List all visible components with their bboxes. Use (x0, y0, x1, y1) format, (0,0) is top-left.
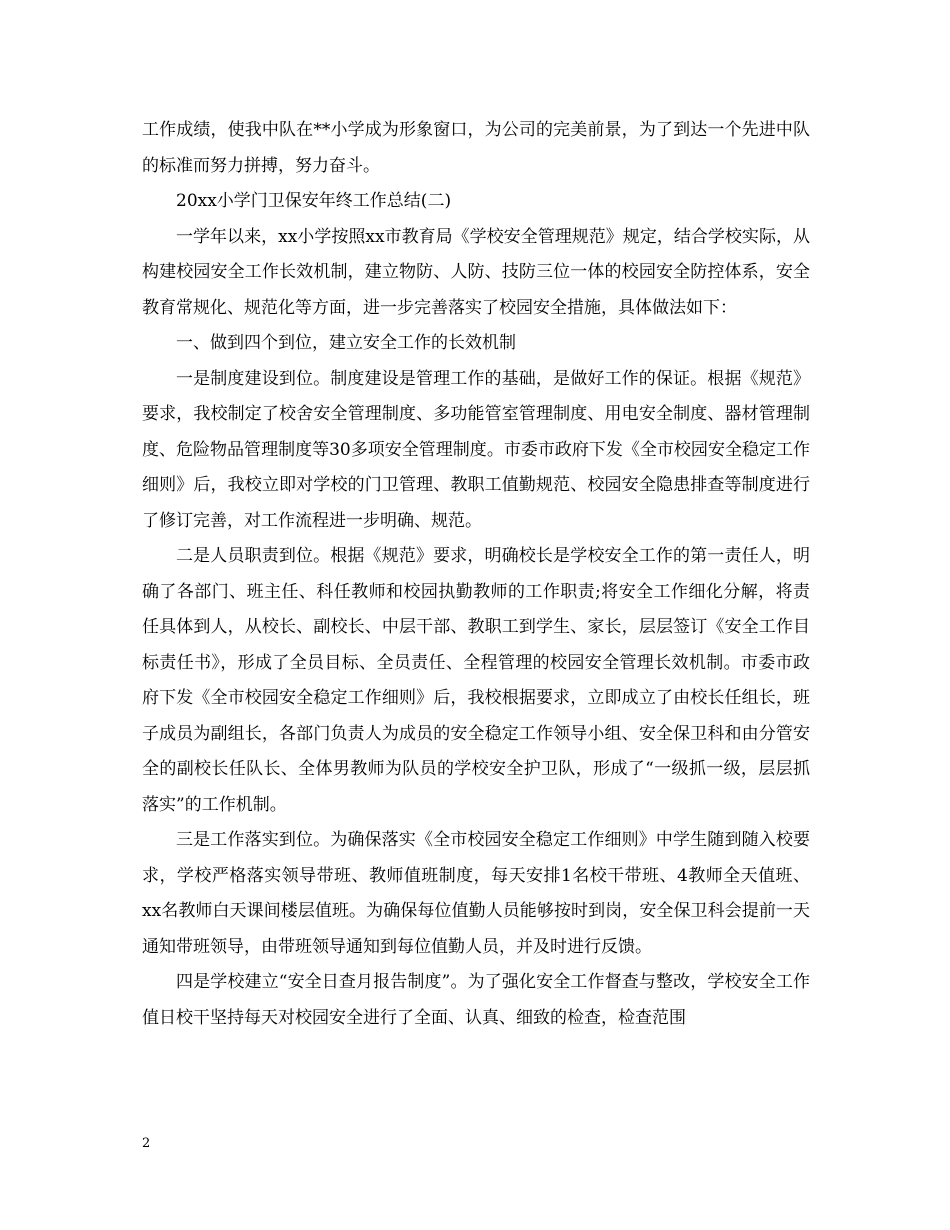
paragraph-system: 一是制度建设到位。制度建设是管理工作的基础，是做好工作的保证。根据《规范》要求，我校制定了校舍安全管理制度、多功能管室管理制度、用电安全制度、器材管理制度、危险物品管理制度等30多项安全管理制度。市委市政府下发《全市校园安全稳定工作细则》后，我校立即对学校的门卫管理、教职工值勤规范、校园安全隐患排查等制度进行了修订完善，对工作流程进一步明确、规范。 (142, 368, 810, 531)
paragraph-personnel: 二是人员职责到位。根据《规范》要求，明确校长是学校安全工作的第一责任人，明确了各部门、班主任、科任教师和校园执勤教师的工作职责;将安全工作细化分解，将责任具体到人，从校长、副校长、中层干部、教职工到学生、家长，层层签订《安全工作目标责任书》，形成了全员目标、全员责任、全程管理的校园安全管理长效机制。市委市政府下发《全市校园安全稳定工作细则》后，我校根据要求，立即成立了由校长任组长，班子成员为副组长，各部门负责人为成员的安全稳定工作领导小组、安全保卫科和由分管安全的副校长任队长、全体男教师为队员的学校安全护卫队，形成了“一级抓一级，层层抓落实”的工作机制。 (142, 546, 810, 815)
paragraph-intro: 一学年以来，xx小学按照xx市教育局《学校安全管理规范》规定，结合学校实际，从构建校园安全工作长效机制，建立物防、人防、技防三位一体的校园安全防控体系，安全教育常规化、规范化等方面，进一步完善落实了校园安全措施，具体做法如下： (142, 226, 810, 318)
subsection-heading: 一、做到四个到位，建立安全工作的长效机制 (176, 333, 516, 353)
document-body (142, 113, 810, 1036)
section-heading: 20xx小学门卫保安年终工作总结(二) (176, 191, 452, 211)
page-number: 2 (142, 1136, 151, 1151)
paragraph-implementation: 三是工作落实到位。为确保落实《全市校园安全稳定工作细则》中学生随到随入校要求，学校严格落实领导带班、教师值班制度，每天安排1名校干带班、4教师全天值班、xx名教师白天课间楼层值班。为确保每位值勤人员能够按时到岗，安全保卫科会提前一天通知带班领导，由带班领导通知到每位值勤人员，并及时进行反馈。 (142, 830, 810, 957)
paragraph-1: 工作成绩，使我中队在**小学成为形象窗口，为公司的完美前景，为了到达一个先进中队的标准而努力拼搏，努力奋斗。 (142, 120, 810, 176)
paragraph-daily-check: 四是学校建立“安全日查月报告制度”。为了强化安全工作督查与整改，学校安全工作值日校干坚持每天对校园安全进行了全面、认真、细致的检查，检查范围 (142, 972, 810, 1028)
